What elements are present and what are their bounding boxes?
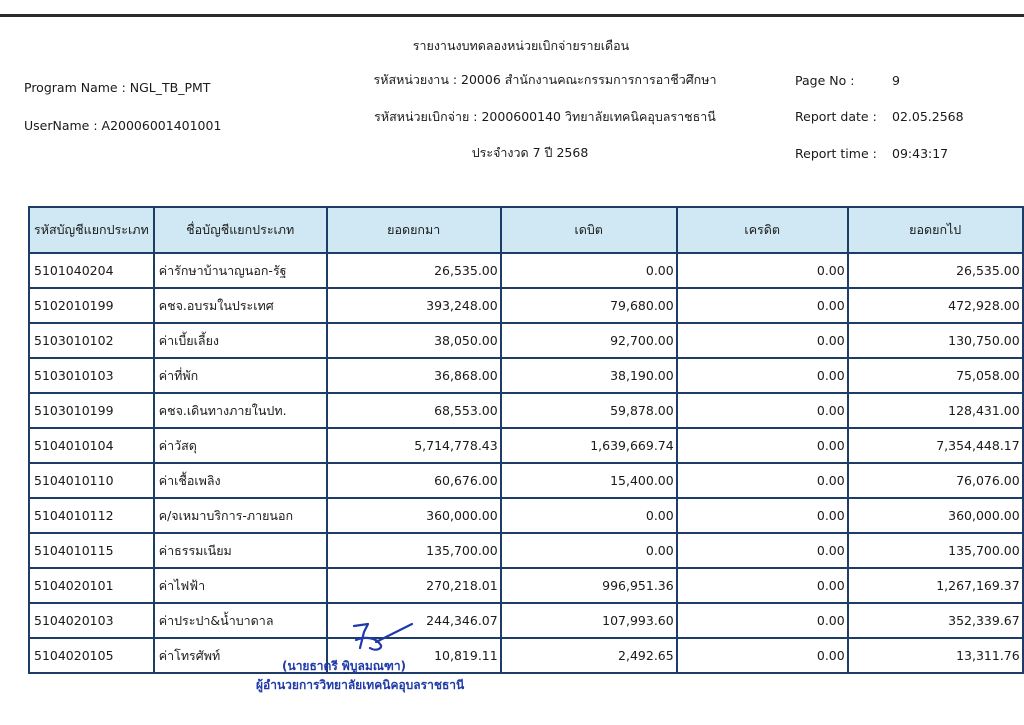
agency-line: รหัสหน่วยงาน : 20006 สำนักงานคณะกรรมการการอาชีวศึกษา bbox=[373, 72, 717, 87]
closing-balance: 13,311.76 bbox=[848, 638, 1023, 673]
table-row bbox=[29, 463, 1023, 498]
trial-balance-table bbox=[28, 206, 1024, 674]
opening-balance: 36,868.00 bbox=[327, 358, 501, 393]
closing-balance: 76,076.00 bbox=[848, 463, 1023, 498]
account-code: 5101040204 bbox=[29, 253, 154, 288]
debit: 92,700.00 bbox=[501, 323, 677, 358]
table-header-row bbox=[29, 207, 1023, 253]
report-time-label: Report time : bbox=[795, 146, 877, 161]
closing-balance: 130,750.00 bbox=[848, 323, 1023, 358]
table-row bbox=[29, 323, 1023, 358]
account-name: ค่าธรรมเนียม bbox=[154, 533, 327, 568]
account-name: ค่าประปา&น้ำบาดาล bbox=[154, 603, 327, 638]
credit: 0.00 bbox=[677, 498, 848, 533]
header-closing-balance: ยอดยกไป bbox=[848, 207, 1023, 253]
credit: 0.00 bbox=[677, 323, 848, 358]
report-time-value: 09:43:17 bbox=[892, 146, 949, 161]
table-row bbox=[29, 638, 1023, 673]
closing-balance: 1,267,169.37 bbox=[848, 568, 1023, 603]
credit: 0.00 bbox=[677, 638, 848, 673]
credit: 0.00 bbox=[677, 288, 848, 323]
opening-balance: 68,553.00 bbox=[327, 393, 501, 428]
page-no-value: 9 bbox=[892, 73, 900, 88]
credit: 0.00 bbox=[677, 393, 848, 428]
account-name: ค่าเบี้ยเลี้ยง bbox=[154, 323, 327, 358]
table-row bbox=[29, 288, 1023, 323]
closing-balance: 26,535.00 bbox=[848, 253, 1023, 288]
debit: 1,639,669.74 bbox=[501, 428, 677, 463]
table-row bbox=[29, 568, 1023, 603]
account-name: ค่าโทรศัพท์ bbox=[154, 638, 327, 673]
account-name: ค่าเชื้อเพลิง bbox=[154, 463, 327, 498]
opening-balance: 38,050.00 bbox=[327, 323, 501, 358]
header-account-name: ชื่อบัญชีแยกประเภท bbox=[154, 207, 327, 253]
account-code: 5104020101 bbox=[29, 568, 154, 603]
opening-balance: 5,714,778.43 bbox=[327, 428, 501, 463]
credit: 0.00 bbox=[677, 253, 848, 288]
opening-balance: 60,676.00 bbox=[327, 463, 501, 498]
debit: 107,993.60 bbox=[501, 603, 677, 638]
opening-balance: 360,000.00 bbox=[327, 498, 501, 533]
debit: 59,878.00 bbox=[501, 393, 677, 428]
debit: 38,190.00 bbox=[501, 358, 677, 393]
handwritten-signature bbox=[346, 618, 416, 658]
table-row bbox=[29, 498, 1023, 533]
closing-balance: 75,058.00 bbox=[848, 358, 1023, 393]
account-name: ค่าวัสดุ bbox=[154, 428, 327, 463]
credit: 0.00 bbox=[677, 428, 848, 463]
period-line: ประจำงวด 7 ปี 2568 bbox=[471, 145, 589, 160]
account-code: 5104010115 bbox=[29, 533, 154, 568]
closing-balance: 135,700.00 bbox=[848, 533, 1023, 568]
debit: 996,951.36 bbox=[501, 568, 677, 603]
table-row bbox=[29, 393, 1023, 428]
page-no-label: Page No : bbox=[795, 73, 855, 88]
table-row bbox=[29, 358, 1023, 393]
closing-balance: 472,928.00 bbox=[848, 288, 1023, 323]
signatory-title: ผู้อำนวยการวิทยาลัยเทคนิคอุบลราชธานี bbox=[256, 678, 465, 692]
debit: 2,492.65 bbox=[501, 638, 677, 673]
debit: 79,680.00 bbox=[501, 288, 677, 323]
account-code: 5104010112 bbox=[29, 498, 154, 533]
credit: 0.00 bbox=[677, 533, 848, 568]
account-code: 5103010199 bbox=[29, 393, 154, 428]
debit: 15,400.00 bbox=[501, 463, 677, 498]
account-name: ค่าที่พัก bbox=[154, 358, 327, 393]
debit: 0.00 bbox=[501, 498, 677, 533]
account-name: ค/จเหมาบริการ-ภายนอก bbox=[154, 498, 327, 533]
credit: 0.00 bbox=[677, 358, 848, 393]
page-top-border bbox=[0, 0, 1024, 17]
header-debit: เดบิต bbox=[501, 207, 677, 253]
account-code: 5102010199 bbox=[29, 288, 154, 323]
closing-balance: 352,339.67 bbox=[848, 603, 1023, 638]
report-date-label: Report date : bbox=[795, 109, 877, 124]
signatory-name: (นายธาตรี พิบูลมณฑา) bbox=[282, 659, 407, 673]
account-name: ค่าไฟฟ้า bbox=[154, 568, 327, 603]
report-date-value: 02.05.2568 bbox=[892, 109, 964, 124]
account-code: 5104020103 bbox=[29, 603, 154, 638]
header-account-code: รหัสบัญชีแยกประเภท bbox=[29, 207, 154, 253]
header-opening-balance: ยอดยกมา bbox=[327, 207, 501, 253]
credit: 0.00 bbox=[677, 603, 848, 638]
closing-balance: 128,431.00 bbox=[848, 393, 1023, 428]
table-row bbox=[29, 603, 1023, 638]
account-code: 5104010110 bbox=[29, 463, 154, 498]
debit: 0.00 bbox=[501, 533, 677, 568]
debit: 0.00 bbox=[501, 253, 677, 288]
account-code: 5104010104 bbox=[29, 428, 154, 463]
account-name: คชจ.อบรมในประเทศ bbox=[154, 288, 327, 323]
user-name: UserName : A20006001401001 bbox=[24, 118, 222, 133]
report-title: รายงานงบทดลองหน่วยเบิกจ่ายรายเดือน bbox=[412, 38, 630, 53]
program-name: Program Name : NGL_TB_PMT bbox=[24, 80, 211, 95]
account-code: 5104020105 bbox=[29, 638, 154, 673]
table-row bbox=[29, 533, 1023, 568]
account-code: 5103010102 bbox=[29, 323, 154, 358]
opening-balance: 393,248.00 bbox=[327, 288, 501, 323]
account-code: 5103010103 bbox=[29, 358, 154, 393]
disbursing-unit-line: รหัสหน่วยเบิกจ่าย : 2000600140 วิทยาลัยเทคนิคอุบลราชธานี bbox=[374, 109, 716, 124]
table-row bbox=[29, 428, 1023, 463]
table-row bbox=[29, 253, 1023, 288]
account-name: ค่ารักษาบ้านาญนอก-รัฐ bbox=[154, 253, 327, 288]
account-name: คชจ.เดินทางภายในปท. bbox=[154, 393, 327, 428]
closing-balance: 360,000.00 bbox=[848, 498, 1023, 533]
opening-balance: 270,218.01 bbox=[327, 568, 501, 603]
opening-balance: 10,819.11 bbox=[327, 638, 501, 673]
opening-balance: 135,700.00 bbox=[327, 533, 501, 568]
opening-balance: 244,346.07 bbox=[327, 603, 501, 638]
credit: 0.00 bbox=[677, 568, 848, 603]
header-credit: เครดิต bbox=[677, 207, 848, 253]
closing-balance: 7,354,448.17 bbox=[848, 428, 1023, 463]
credit: 0.00 bbox=[677, 463, 848, 498]
opening-balance: 26,535.00 bbox=[327, 253, 501, 288]
